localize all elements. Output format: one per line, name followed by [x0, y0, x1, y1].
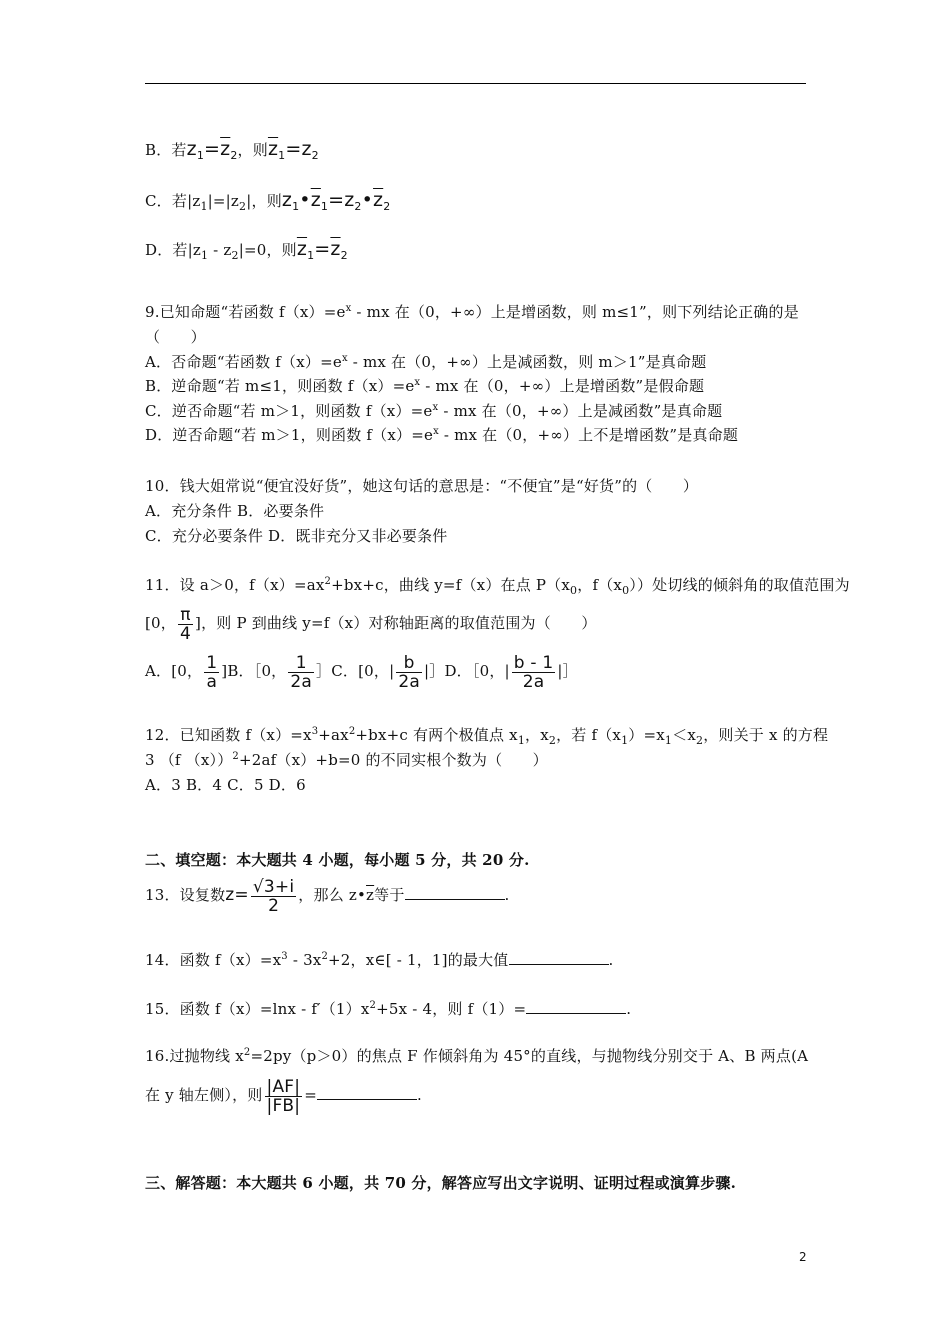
q9-paren: （ ） — [145, 328, 206, 346]
q11-options: A．[0， $\frac{1}{a}$ ]B．［0， $\frac{1}{2a}$ ］C．[0，| $\frac{b}{2a}$ |］D．［0，| $\frac{b - 1}{2a}$ |］ — [145, 652, 578, 692]
q15: 15．函数 $f(x)=\ln x - f'(1)x^2+5x - 4$，则 f（1）= . — [145, 1000, 632, 1018]
header-rule — [145, 83, 806, 84]
q12-stem-line2: 3 （f （x））$^2$+2af（x）+b=0 的不同实根个数为（ ） — [145, 751, 548, 769]
fraction-1-over-a: $\frac{1}{a}$ — [206, 652, 218, 692]
q9-option-b: B．逆命题“若 m≤1，则函数 $f(x)=e^x$ - mx 在（0，+∞）上是增函数”是假命题 — [145, 377, 705, 395]
q12-stem-line1: 12．已知函数 $f(x)=x^3+ax^2+bx+c$ 有两个极值点 $x_1$，$x_2$，若 $f(x_1)=x_1<x_2$，则关于 x 的方程 — [145, 726, 829, 747]
q8-option-d: D．若$|z_1 - z_2|=0$，则$\overline{z}_1=\overline{z}_2$ — [145, 238, 348, 262]
page-number: 2 — [799, 1250, 807, 1264]
q13-answer-blank[interactable] — [405, 885, 505, 900]
q11-stem: 11．设 a＞0，$f(x)=ax^2+bx+c$，曲线 y=f（x）在点 $P(x_0$，$f(x_0)$）处切线的倾斜角的取值范围为 — [145, 576, 850, 597]
q11-range-line: [0， $\frac{\pi}{4}$ ]，则 P 到曲线 y=f（x）对称轴距离的取值范围为（ ） — [145, 604, 597, 644]
q16-line1: 16.过抛物线 $x^2=2py(p>0)$的焦点 F 作倾斜角为 45°的直线，与抛物线分别交于 A、B 两点(A — [145, 1047, 809, 1065]
q9-option-a: A．否命题“若函数 $f(x)=e^x$ - mx 在（0，+∞）上是减函数，则 m＞1”是真命题 — [145, 353, 707, 371]
q9-option-c: C．逆否命题“若 m＞1，则函数 $f(x)=e^x$ - mx 在（0，+∞）上是减函数”是真命题 — [145, 402, 723, 420]
q9-stem: 9.已知命题“若函数 $f(x)=e^x$ - mx 在（0，+∞）上是增函数，则 m≤1”，则下列结论正确的是 — [145, 303, 799, 321]
q10-options-cd: C．充分必要条件 D．既非充分又非必要条件 — [145, 527, 448, 545]
q14: 14．函数 $f(x)=x^3 - 3x^2+2$，x∈[ - 1，1]的最大值 . — [145, 951, 614, 969]
fraction-b-over-2a: $\frac{b}{2a}$ — [398, 652, 420, 692]
q9-option-d: D．逆否命题“若 m＞1，则函数 $f(x)=e^x$ - mx 在（0，+∞）上不是增函数”是真命题 — [145, 426, 739, 444]
q8-option-c: C．若$|z_1|=|z_2|$，则$z_1•\overline{z}_1=z_2•\overline{z}_2$ — [145, 189, 391, 213]
q16-answer-blank[interactable] — [317, 1085, 417, 1100]
q10-options-ab: A．充分条件 B．必要条件 — [145, 502, 325, 520]
q8-option-b: B．若$z_1=\overline{z}_2$，则$\overline{z}_1=z_2$ — [145, 138, 319, 162]
fraction-1-over-2a: $\frac{1}{2a}$ — [290, 652, 313, 692]
q16-line2: 在 y 轴左侧），则 $\frac{|AF|}{|FB|}$ = . — [145, 1076, 422, 1116]
fraction-b-minus-1-over-2a: $\frac{b - 1}{2a}$ — [513, 652, 554, 692]
pi-over-4-fraction: $\frac{\pi}{4}$ — [180, 604, 192, 644]
q14-answer-blank[interactable] — [509, 950, 609, 965]
q10-stem: 10．钱大姐常说“便宜没好货”，她这句话的意思是：“不便宜”是“好货”的（ ） — [145, 477, 699, 495]
q13: 13．设复数z= $\frac{√3+i}{2}$ ，那么 $z•\overline{z}$等于 . — [145, 876, 510, 916]
af-over-fb-fraction: $\frac{|AF|}{|FB|}$ — [266, 1076, 301, 1116]
section-2-heading: 二、填空题：本大题共 4 小题，每小题 5 分，共 20 分. — [145, 851, 530, 869]
sqrt3-plus-i-over-2-fraction: $\frac{√3+i}{2}$ — [252, 876, 295, 916]
section-3-heading: 三、解答题：本大题共 6 小题，共 70 分，解答应写出文字说明、证明过程或演算步骤. — [145, 1174, 737, 1192]
q15-answer-blank[interactable] — [526, 999, 626, 1014]
q12-options: A．3 B．4 C．5 D．6 — [145, 776, 306, 794]
